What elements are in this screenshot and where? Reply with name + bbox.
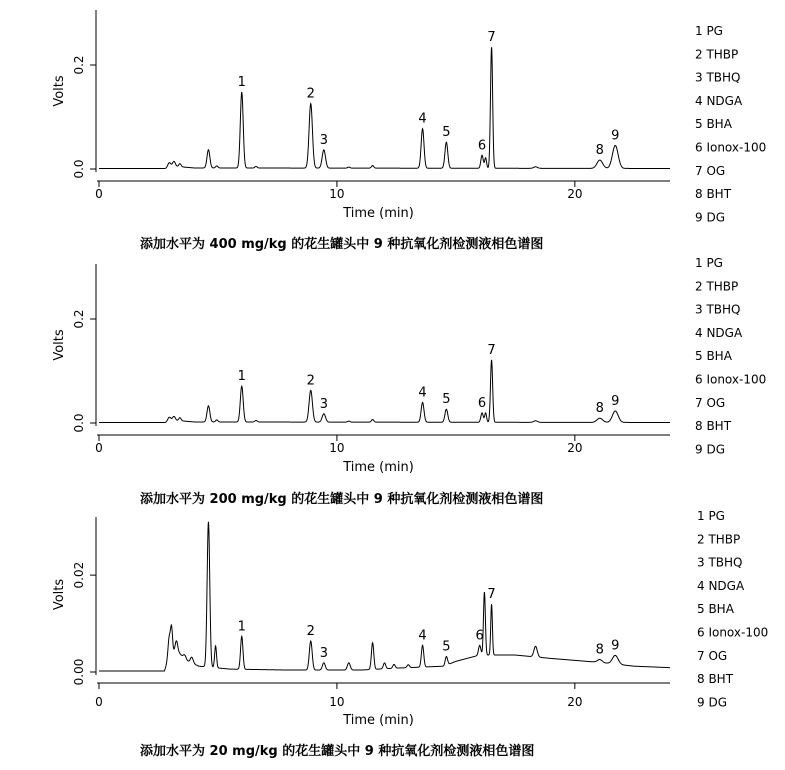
peak-label-3: 3	[319, 396, 328, 412]
legend-entry: 6 Ionox-100	[695, 372, 767, 387]
legend-entry: 8 BHT	[695, 187, 732, 202]
x-tick-label: 20	[567, 187, 583, 201]
peak-label-8: 8	[595, 642, 604, 658]
chromatogram-panel-2	[52, 256, 766, 507]
peak-label-6: 6	[477, 395, 487, 411]
peak-label-2: 2	[306, 86, 315, 102]
chromatogram-trace	[99, 522, 670, 671]
legend-entry: 1 PG	[695, 24, 723, 38]
peak-label-4: 4	[418, 628, 427, 644]
legend-entry: 8 BHT	[697, 672, 734, 687]
y-tick-label: 0.2	[72, 309, 86, 329]
x-axis-label: Time (min)	[343, 206, 414, 221]
peak-label-4: 4	[418, 385, 427, 401]
legend-entry: 9 DG	[697, 695, 727, 710]
peak-label-1: 1	[237, 369, 246, 385]
peak-label-5: 5	[442, 639, 451, 655]
y-tick-label: 0.00	[72, 658, 86, 686]
legend-entry: 5 BHA	[695, 349, 732, 364]
y-axis-label: Volts	[52, 578, 67, 611]
legend-entry: 9 DG	[695, 442, 725, 457]
y-tick-label: 0.02	[72, 561, 86, 589]
legend-entry: 7 OG	[695, 163, 726, 178]
x-tick-label: 10	[329, 441, 345, 455]
legend-entry: 6 Ionox-100	[695, 140, 767, 155]
peak-label-7: 7	[487, 587, 496, 603]
peak-label-7: 7	[487, 30, 496, 46]
peak-label-6: 6	[475, 628, 484, 644]
x-tick-label: 0	[95, 187, 103, 201]
legend-entry: 7 OG	[695, 395, 726, 410]
peak-label-9: 9	[611, 393, 620, 409]
legend-entry: 3 TBHQ	[695, 70, 741, 85]
y-tick-label: 0.0	[72, 413, 86, 433]
x-tick-label: 20	[567, 441, 583, 455]
x-tick-label: 10	[329, 695, 345, 709]
chart-caption: 添加水平为 200 mg/kg 的花生罐头中 9 种抗氧化剂检测液相色谱图	[140, 492, 544, 507]
chart-caption: 添加水平为 20 mg/kg 的花生罐头中 9 种抗氧化剂检测液相色谱图	[140, 744, 535, 759]
x-tick-label: 20	[567, 695, 583, 709]
x-axis-label: Time (min)	[343, 460, 414, 475]
legend-entry: 4 NDGA	[695, 325, 743, 340]
legend-entry: 3 TBHQ	[695, 302, 741, 317]
peak-label-3: 3	[319, 132, 328, 148]
peak-label-7: 7	[487, 342, 496, 358]
y-tick-label: 0.0	[72, 159, 86, 179]
legend-entry: 1 PG	[697, 509, 725, 523]
y-axis-label: Volts	[52, 329, 67, 361]
legend-entry: 3 TBHQ	[697, 555, 743, 570]
y-axis-label: Volts	[52, 75, 67, 107]
legend-entry: 8 BHT	[695, 419, 732, 434]
legend-entry: 4 NDGA	[695, 93, 743, 108]
peak-label-6: 6	[477, 138, 487, 154]
legend-entry: 2 THBP	[695, 47, 739, 62]
peak-label-1: 1	[237, 75, 246, 91]
chromatogram-panel-1	[52, 10, 766, 252]
legend-entry: 9 DG	[695, 210, 725, 225]
chart-caption: 添加水平为 400 mg/kg 的花生罐头中 9 种抗氧化剂检测液相色谱图	[140, 237, 544, 252]
peak-label-9: 9	[611, 128, 620, 144]
x-tick-label: 0	[95, 441, 103, 455]
chromatogram-trace	[99, 360, 670, 423]
legend-entry: 5 BHA	[697, 602, 734, 617]
legend-entry: 2 THBP	[697, 532, 741, 547]
peak-label-2: 2	[306, 373, 315, 389]
peak-label-1: 1	[237, 619, 246, 635]
legend-entry: 6 Ionox-100	[697, 625, 769, 640]
peak-label-9: 9	[611, 638, 620, 654]
peak-label-5: 5	[442, 392, 451, 408]
chromatogram-panel-3	[52, 509, 768, 759]
legend-entry: 4 NDGA	[697, 578, 745, 593]
legend-entry: 2 THBP	[695, 279, 739, 294]
x-tick-label: 0	[95, 695, 103, 709]
legend-entry: 5 BHA	[695, 117, 732, 132]
x-axis-label: Time (min)	[343, 713, 414, 728]
peak-label-2: 2	[306, 624, 315, 639]
y-tick-label: 0.2	[72, 55, 86, 75]
x-tick-label: 10	[329, 187, 345, 201]
peak-label-4: 4	[418, 111, 427, 127]
peak-label-3: 3	[319, 645, 328, 661]
legend-entry: 7 OG	[697, 648, 728, 663]
peak-label-5: 5	[442, 125, 451, 141]
chromatogram-trace	[99, 47, 670, 168]
peak-label-8: 8	[595, 401, 604, 417]
legend-entry: 1 PG	[695, 256, 723, 270]
peak-label-8: 8	[595, 143, 604, 159]
